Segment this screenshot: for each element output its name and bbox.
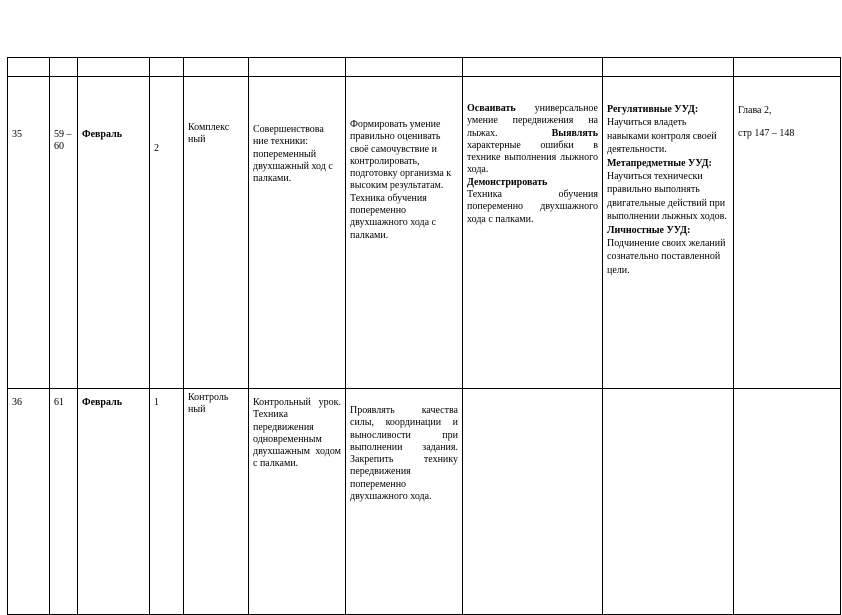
lesson-topic: Контрольный урок. Техника передвижения одновременным двухшажным ходом с палками. xyxy=(249,389,346,615)
activity-text: универсальное умение передвижения на лыжах. xyxy=(467,103,598,139)
student-activities xyxy=(463,389,603,615)
month: Февраль xyxy=(78,389,150,615)
header-cell xyxy=(603,58,734,77)
textbook-reference xyxy=(734,77,841,389)
header-cell xyxy=(8,58,50,77)
activity-text: характерные ошибки в технике выполнения лыжного хода. xyxy=(467,139,598,176)
textbook-reference xyxy=(734,389,841,615)
header-cell xyxy=(50,58,78,77)
lesson-goals: Формировать умение правильно оценивать своё самочувствие и контролировать, подготовку организма к высоким результатам. Техника обучения попеременно двухшажного хода с палками. xyxy=(346,77,463,389)
lesson-topic: Совершенствова ние техники: попеременный двухшажный ход с палками. xyxy=(249,77,346,389)
pages: стр 147 – 148 xyxy=(738,128,795,140)
activity-verb: Осваивать xyxy=(467,103,516,114)
lesson-goals: Проявлять качества силы, координации и выносливости при выполнении задания. Закрепить технику передвижения попеременно двухшажного хода. xyxy=(346,389,463,615)
lesson-range: 61 xyxy=(50,389,78,615)
hours: 2 xyxy=(150,77,184,389)
uud-text: Научиться технически правильно выполнять двигательные действий при выполнении лыжных ходов. xyxy=(607,171,727,223)
uud-text: Подчинение своих желаний сознательно поставленной цели. xyxy=(607,238,726,276)
header-cell xyxy=(249,58,346,77)
month: Февраль xyxy=(78,77,150,389)
chapter: Глава 2, xyxy=(738,105,772,116)
header-cell xyxy=(78,58,150,77)
header-cell xyxy=(150,58,184,77)
activity-verb: Демонстрировать xyxy=(467,176,548,188)
table-row xyxy=(8,77,841,389)
lesson-number: 36 xyxy=(8,389,50,615)
uud-results xyxy=(603,77,734,389)
activity-text: Техника обучения попеременно двухшажного хода с палками. xyxy=(467,189,598,225)
uud-label: Метапредметные УУД: xyxy=(607,157,712,169)
hours: 1 xyxy=(150,389,184,615)
uud-text: Научиться владеть навыками контроля своей деятельности. xyxy=(607,117,717,156)
header-cell xyxy=(184,58,249,77)
header-cell xyxy=(463,58,603,77)
lesson-type: Комплекс ный xyxy=(184,77,249,389)
header-cell xyxy=(734,58,841,77)
lesson-range: 59 – 60 xyxy=(50,77,78,389)
student-activities xyxy=(463,77,603,389)
header-row xyxy=(8,58,841,77)
uud-results xyxy=(603,389,734,615)
uud-label: Регулятивные УУД: xyxy=(607,104,699,115)
header-cell xyxy=(346,58,463,77)
table-row xyxy=(8,389,841,615)
uud-label: Личностные УУД: xyxy=(607,224,691,236)
lesson-type: Контроль ный xyxy=(184,389,249,615)
activity-verb: Выявлять xyxy=(551,127,598,139)
lesson-number: 35 xyxy=(8,77,50,389)
lesson-plan-table xyxy=(7,57,841,615)
